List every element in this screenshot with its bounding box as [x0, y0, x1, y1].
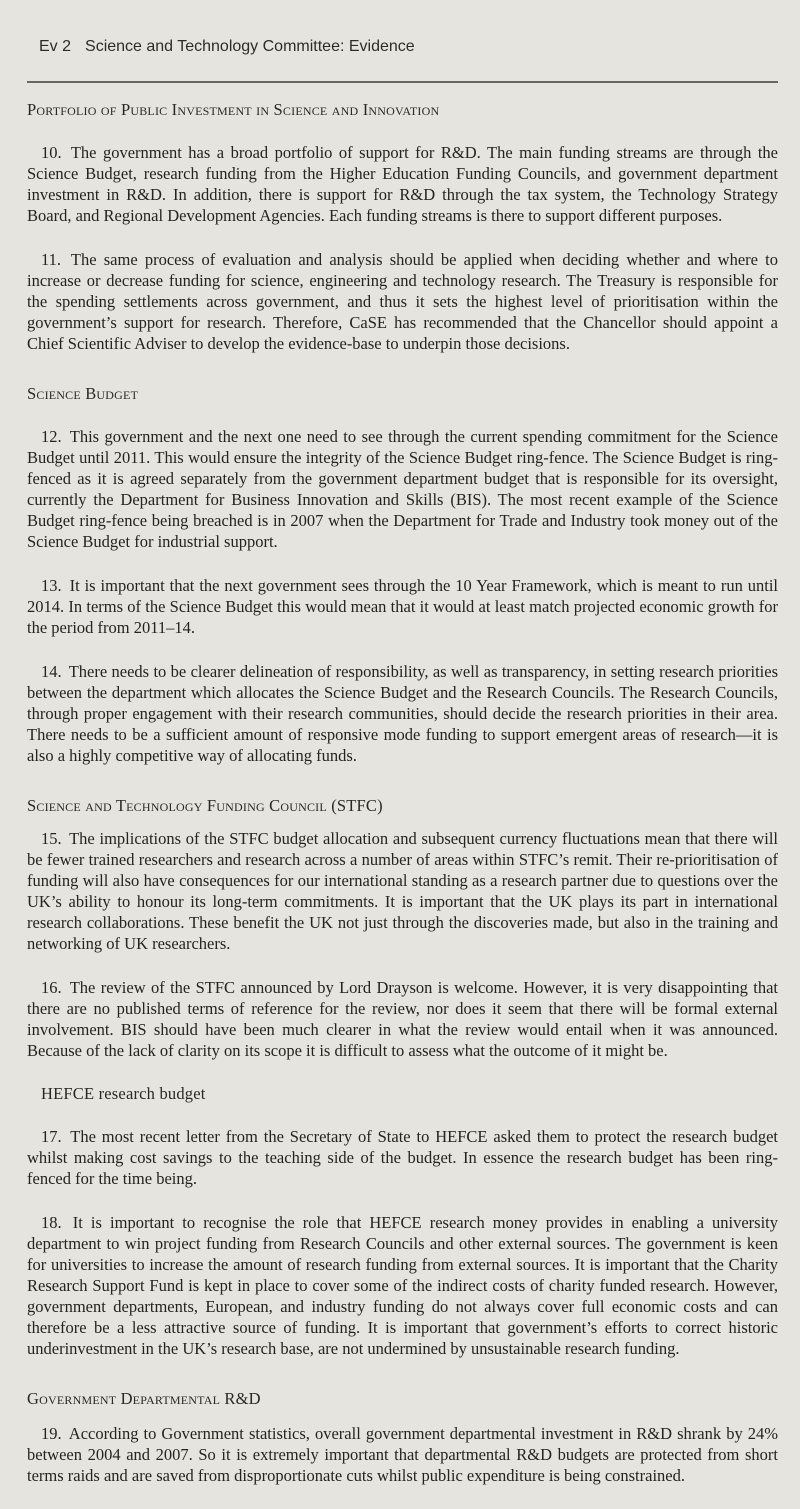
paragraph-text: The most recent letter from the Secretary of State to HEFCE asked them to protect the research budget whilst making cost savings to the teaching side of the budget. In essence the research budget has been ring-fenced for the time being. — [27, 1127, 779, 1188]
paragraph-19 — [27, 1423, 778, 1486]
header-rule — [27, 81, 778, 83]
section-heading: Portfolio of Public Investment in Science and Innovation — [27, 100, 440, 119]
section-heading: Science and Technology Funding Council (STFC) — [27, 796, 383, 815]
paragraph-12 — [27, 426, 778, 552]
paragraph-number: 14. — [41, 662, 62, 681]
paragraph-number: 12. — [41, 427, 62, 446]
paragraph-17 — [27, 1126, 778, 1189]
paragraph-text: According to Government statistics, overall government departmental investment in R&D shrank by 24% between 2004 and 2007. So it is extremely important that departmental R&D budgets are protected from short terms raids and are saved from disproportionate cuts whilst public expenditure is being constrained. — [27, 1424, 779, 1485]
paragraph-number: 19. — [41, 1424, 62, 1443]
paragraph-number: 13. — [41, 576, 62, 595]
paragraph-number: 17. — [41, 1127, 62, 1146]
paragraph-text: The same process of evaluation and analysis should be applied when deciding whether and where to increase or decrease funding for science, engineering and technology research. The Treasury is responsible for the spending settlements across government, and thus it sets the highest level of prioritisation within the government’s support for research. Therefore, CaSE has recommended that the Chancellor should appoint a Chief Scientific Adviser to develop the evidence-base to underpin those decisions. — [27, 250, 778, 353]
paragraph-text: The review of the STFC announced by Lord Drayson is welcome. However, it is very disappointing that there are no published terms of reference for the review, nor does it seem that there will be formal external involvement. BIS should have been much clearer in what the review would entail when it was announced. Because of the lack of clarity on its scope it is difficult to assess what the outcome of it might be. — [27, 978, 779, 1060]
section-heading: Government Departmental R&D — [27, 1389, 261, 1408]
paragraph-13 — [27, 575, 778, 638]
paragraph-text: There needs to be clearer delineation of responsibility, as well as transparency, in setting research priorities between the department which allocates the Science Budget and the Research Councils. The Research Councils, through proper engagement with their research communities, should decide the research priorities in their area. There needs to be a sufficient amount of responsive mode funding to support emergent areas of research—it is also a highly competitive way of allocating funds. — [27, 662, 778, 765]
running-header — [39, 38, 415, 56]
paragraph-16 — [27, 977, 778, 1061]
document-body — [27, 100, 778, 1509]
paragraph-number: 16. — [41, 978, 62, 997]
paragraph-text: The implications of the STFC budget allocation and subsequent currency fluctuations mean that there will be fewer trained researchers and research across a number of areas within STFC’s remit. Their re-prioritisation of funding will also have consequences for our international standing as a research partner due to questions over the UK’s ability to honour its long-term commitments. It is important that the UK plays its part in international research collaborations. These benefit the UK not just through the discoveries made, but also in the training and networking of UK researchers. — [27, 829, 778, 953]
paragraph-number: 18. — [41, 1213, 62, 1232]
section-heading: Science Budget — [27, 384, 139, 403]
paragraph-text: It is important to recognise the role that HEFCE research money provides in enabling a university department to win project funding from Research Councils and other external sources. The government is keen for universities to increase the amount of research funding from external sources. It is important that the Charity Research Support Fund is kept in place to cover some of the indirect costs of charity funded research. However, government departments, European, and industry funding do not always cover full economic costs and can therefore be a less attractive source of funding. It is important that government’s efforts to correct historic underinvestment in the UK’s research base, are not undermined by unsustainable research funding. — [27, 1213, 778, 1358]
paragraph-14 — [27, 661, 778, 766]
paragraph-number: 15. — [41, 829, 62, 848]
paragraph-number: 11. — [41, 250, 62, 269]
publication-title: Science and Technology Committee: Evidence — [85, 38, 415, 55]
paragraph-number: 10. — [41, 143, 62, 162]
paragraph-10 — [27, 142, 778, 226]
paragraph-text: The government has a broad portfolio of support for R&D. The main funding streams are through the Science Budget, research funding from the Higher Education Funding Councils, and government department investment in R&D. In addition, there is support for R&D through the tax system, the Technology Strategy Board, and Regional Development Agencies. Each funding streams is there to support different purposes. — [27, 143, 778, 225]
section-heading: HEFCE research budget — [41, 1084, 206, 1103]
paragraph-15 — [27, 828, 778, 954]
paragraph-text: This government and the next one need to see through the current spending commitment for the Science Budget until 2011. This would ensure the integrity of the Science Budget ring-fence. The Science Budget is ring-fenced as it is agreed separately from the government department budget that is responsible for its oversight, currently the Department for Business Innovation and Skills (BIS). The most recent example of the Science Budget ring-fence being breached is in 2007 when the Department for Trade and Industry took money out of the Science Budget for industrial support. — [27, 427, 779, 551]
paragraph-11 — [27, 249, 778, 354]
paragraph-18 — [27, 1212, 778, 1359]
paragraph-text: It is important that the next government sees through the 10 Year Framework, which is meant to run until 2014. In terms of the Science Budget this would mean that it would at least match projected economic growth for the period from 2011–14. — [27, 576, 779, 637]
page-code: Ev 2 — [39, 38, 72, 55]
